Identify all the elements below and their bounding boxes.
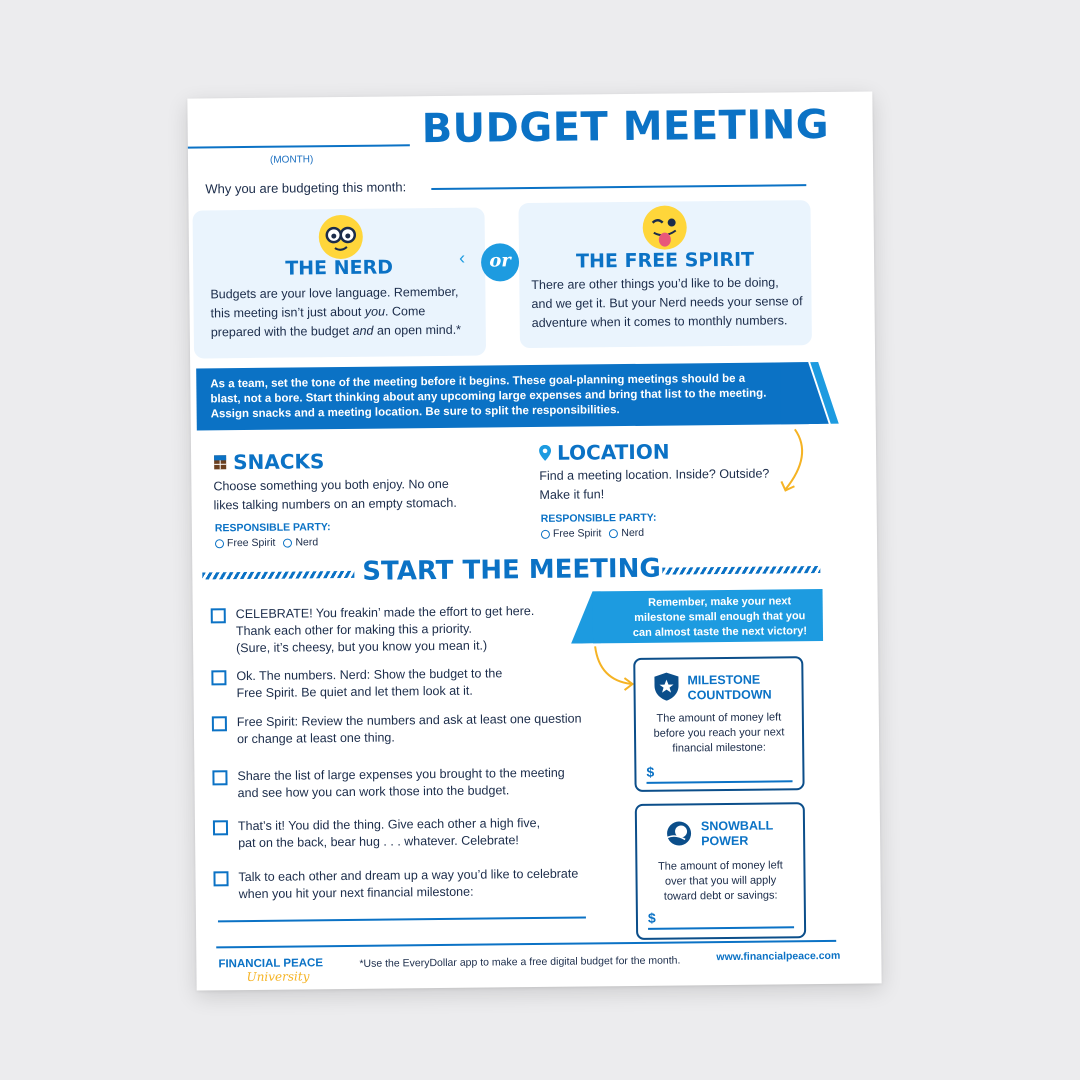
or-badge: or xyxy=(481,243,519,281)
radio-icon[interactable] xyxy=(541,529,550,538)
snacks-title: SNACKS xyxy=(233,449,325,475)
banner-tail-shape xyxy=(780,362,841,425)
free-spirit-description: There are other things you’d like to be doing, and we get it. But your Nerd needs your sense of adventure when it comes to monthly numbers. xyxy=(531,275,803,331)
snowball-power-box xyxy=(635,802,806,940)
footer-note: *Use the EveryDollar app to make a free digital budget for the month. xyxy=(359,954,681,970)
snacks-option-nerd[interactable]: Nerd xyxy=(283,536,318,548)
budget-meeting-worksheet xyxy=(187,91,881,990)
snacks-responsible-options xyxy=(215,536,318,549)
radio-icon[interactable] xyxy=(215,539,224,548)
footer-brand-script: University xyxy=(246,969,310,985)
free-spirit-card xyxy=(518,200,812,348)
location-description: Find a meeting location. Inside? Outside? Make it fun! xyxy=(539,466,770,502)
nerd-description: Budgets are your love language. Remember, this meeting isn’t just about you. Come prepared with the budget and an open mind.* xyxy=(210,284,462,340)
milestone-amount-line[interactable] xyxy=(647,780,793,783)
snacks-responsible-label: RESPONSIBLE PARTY: xyxy=(214,521,331,535)
footer-brand-logo: FINANCIAL PEACE xyxy=(218,957,324,971)
why-label: Why you are budgeting this month: xyxy=(205,179,407,197)
checklist-item: Share the list of large expenses you brought to the meeting and see how you can work those into the budget. xyxy=(212,765,565,803)
snack-bar-icon xyxy=(213,454,227,470)
snacks-heading xyxy=(213,449,324,474)
snowball-icon xyxy=(665,819,693,847)
radio-icon[interactable] xyxy=(283,538,292,547)
snowball-description: The amount of money left over that you will apply toward debt or savings: xyxy=(657,859,783,903)
snacks-option-free-spirit[interactable]: Free Spirit xyxy=(215,537,276,550)
month-label: (MONTH) xyxy=(269,154,314,166)
checkbox[interactable] xyxy=(213,871,228,886)
nerd-face-icon xyxy=(319,215,363,259)
milestone-dollar-sign: $ xyxy=(646,763,655,780)
location-pin-icon xyxy=(539,445,551,461)
milestone-title: MILESTONE COUNTDOWN xyxy=(687,672,772,703)
hatch-left xyxy=(202,571,354,580)
snowball-amount-line[interactable] xyxy=(648,926,794,929)
checkbox[interactable] xyxy=(212,716,227,731)
celebration-answer-line[interactable] xyxy=(218,916,586,921)
snacks-description: Choose something you both enjoy. No one likes talking numbers on an empty stomach. xyxy=(213,476,457,513)
footer-url-link[interactable]: www.financialpeace.com xyxy=(716,949,841,964)
checkbox[interactable] xyxy=(212,770,227,785)
milestone-countdown-box xyxy=(633,656,804,792)
shield-star-icon xyxy=(653,671,679,701)
month-line xyxy=(188,144,410,148)
location-option-free-spirit[interactable]: Free Spirit xyxy=(541,527,602,540)
checkbox[interactable] xyxy=(213,820,228,835)
snowball-title: SNOWBALL POWER xyxy=(700,818,774,849)
checklist-item: Free Spirit: Review the numbers and ask at least one question or change at least one thing. xyxy=(212,711,582,749)
checklist-item: CELEBRATE! You freakin’ made the effort to get here. Thank each other for making this a priority. (Sure, it’s cheesy, but you know you mean it.) xyxy=(211,603,535,657)
nerd-title: THE NERD xyxy=(285,256,394,280)
checkbox[interactable] xyxy=(211,670,226,685)
location-responsible-label: RESPONSIBLE PARTY: xyxy=(540,511,657,525)
radio-icon[interactable] xyxy=(609,529,618,538)
footer-divider xyxy=(216,940,836,948)
checklist-item: Talk to each other and dream up a way you’d like to celebrate when you hit your next financial milestone: xyxy=(213,866,578,904)
checklist-item: That’s it! You did the thing. Give each other a high five, pat on the back, bear hug . . . whatever. Celebrate! xyxy=(213,815,540,852)
checkbox[interactable] xyxy=(211,608,226,623)
location-responsible-options xyxy=(541,527,644,540)
milestone-description: The amount of money left before you reach your next financial milestone: xyxy=(653,711,785,755)
checklist-item: Ok. The numbers. Nerd: Show the budget to the Free Spirit. Be quiet and let them look at it. xyxy=(211,665,502,702)
milestone-reminder-banner: Remember, make your next milestone small enough that you can almost taste the next victory! xyxy=(593,589,824,643)
team-tone-banner: As a team, set the tone of the meeting before it begins. These goal-planning meetings should be a blast, not a bore. Start thinking about any upcoming large expenses and bring that list to the meeting. Assign snacks and a meeting location. Be sure to split the responsibilities. xyxy=(196,362,809,430)
location-option-nerd[interactable]: Nerd xyxy=(609,527,644,539)
snowball-dollar-sign: $ xyxy=(647,909,656,926)
page-title: BUDGET MEETING xyxy=(421,101,830,153)
location-heading xyxy=(539,440,670,465)
winking-tongue-icon xyxy=(642,205,686,249)
curved-arrow-icon xyxy=(777,427,818,497)
location-title: LOCATION xyxy=(556,439,670,465)
hatch-right xyxy=(662,566,820,575)
free-spirit-title: THE FREE SPIRIT xyxy=(575,248,755,273)
chevron-left-icon: ‹ xyxy=(458,247,466,268)
why-line xyxy=(431,184,806,189)
start-meeting-title: START THE MEETING xyxy=(362,553,661,587)
nerd-card xyxy=(193,208,487,359)
